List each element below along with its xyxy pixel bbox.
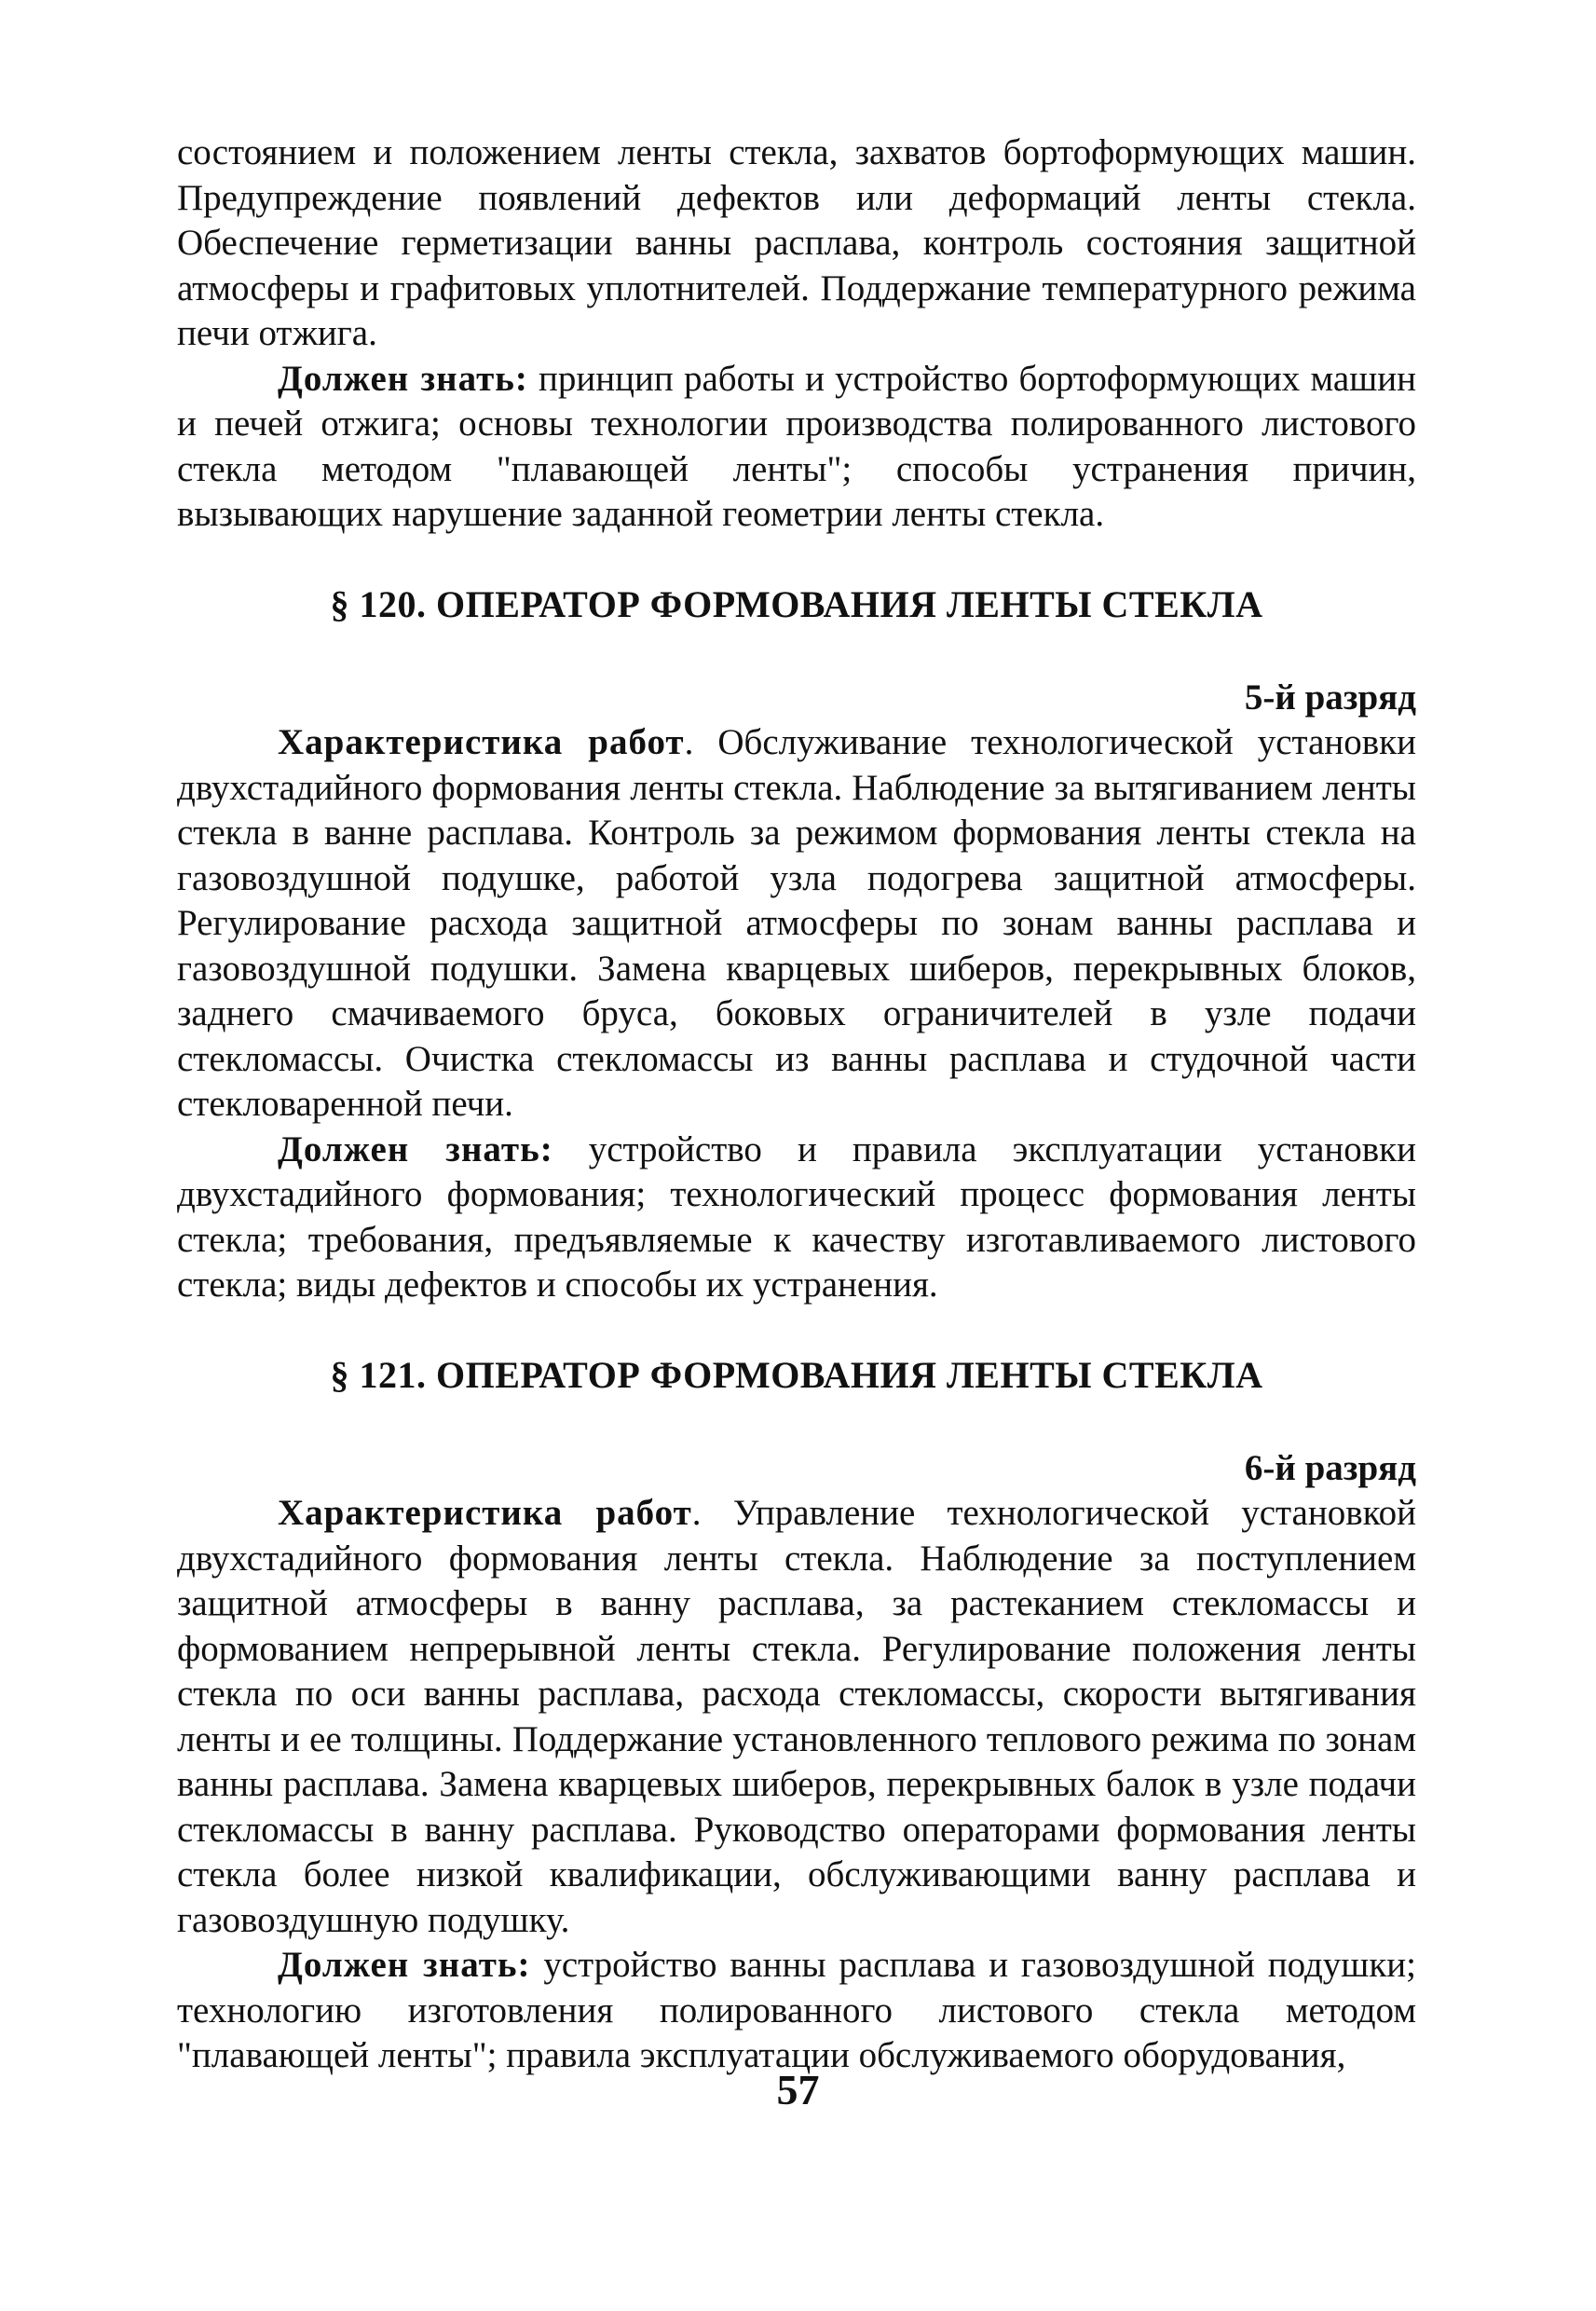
section-121-heading: § 121. ОПЕРАТОР ФОРМОВАНИЯ ЛЕНТЫ СТЕКЛА [330,1353,1263,1396]
section-121-work-label: Характеристика работ [278,1493,692,1533]
intro-text: состоянием и положением ленты стекла, захватов бортоформующих машин. Предупреждение появлений дефектов или деформаций ленты стекла. Обеспечение герметизации ванны расплава, контроль состояния защитной атмосферы и графитовых уплотнителей. Поддержание температурного режима печи отжига. [177,132,1416,353]
intro-knowledge-paragraph [177,357,1416,538]
section-120-grade: 5-й разряд [1244,677,1416,718]
section-121-work-text: . Управление технологической установкой двухстадийного формования ленты стекла. Наблюдение за поступлением защитной атмосферы в ванну расплава, за растеканием стекломассы и формованием непрерывной ленты стекла. Регулирование положения ленты стекла по оси ванны расплава, расхода стекломассы, скорости вытягивания ленты и ее толщины. Поддержание установленного теплового режима по зонам ванны расплава. Замена кварцевых шиберов, перекрывных балок в узле подачи стекломассы в ванну расплава. Руководство операторами формования ленты стекла более низкой квалификации, обслуживающими ванну расплава и газовоздушную подушку. [177,1493,1416,1940]
page-body [177,130,1416,2079]
section-120-heading: § 120. ОПЕРАТОР ФОРМОВАНИЯ ЛЕНТЫ СТЕКЛА [330,582,1263,625]
section-121-grade: 6-й разряд [1244,1447,1416,1488]
intro-knowledge-label: Должен знать: [278,358,528,399]
section-120-knowledge-label: Должен знать: [278,1128,553,1169]
section-120-work-label: Характеристика работ [278,722,685,762]
intro-knowledge-text: принцип работы и устройство бортоформующих машин и печей отжига; основы технологии производства полированного листового стекла методом "плавающей ленты"; способы устранения причин, вызывающих нарушение заданной геометрии ленты стекла. [177,358,1417,534]
section-120-knowledge-text: устройство и правила эксплуатации установки двухстадийного формования; технологический процесс формования ленты стекла; требования, предъявляемые к качеству изготавливаемого листового стекла; виды дефектов и способы их устранения. [177,1128,1416,1305]
page-number: 57 [776,2066,820,2113]
section-120-knowledge-paragraph [177,1128,1416,1308]
intro-paragraph [177,130,1416,357]
section-120-work-text: . Обслуживание технологической установки двухстадийного формования ленты стекла. Наблюдение за вытягиванием ленты стекла в ванне расплава. Контроль за режимом формования ленты стекла на газовоздушной подушке, работой узла подогрева защитной атмосферы. Регулирование расхода защитной атмосферы по зонам ванны расплава и газовоздушной подушки. Замена кварцевых шиберов, перекрывных блоков, заднего смачиваемого бруса, боковых ограничителей в узле подачи стекломассы. Очистка стекломассы из ванны расплава и студочной части стекловаренной печи. [177,722,1416,1124]
section-121-knowledge-paragraph [177,1943,1416,2079]
section-121-work-paragraph [177,1491,1416,1943]
section-120-work-paragraph [177,720,1416,1128]
section-121-knowledge-text: устройство ванны расплава и газовоздушной подушки; технологию изготовления полированного листового стекла методом "плавающей ленты"; правила эксплуатации обслуживаемого оборудования, [177,1945,1416,2075]
section-121-knowledge-label: Должен знать: [278,1945,531,1985]
